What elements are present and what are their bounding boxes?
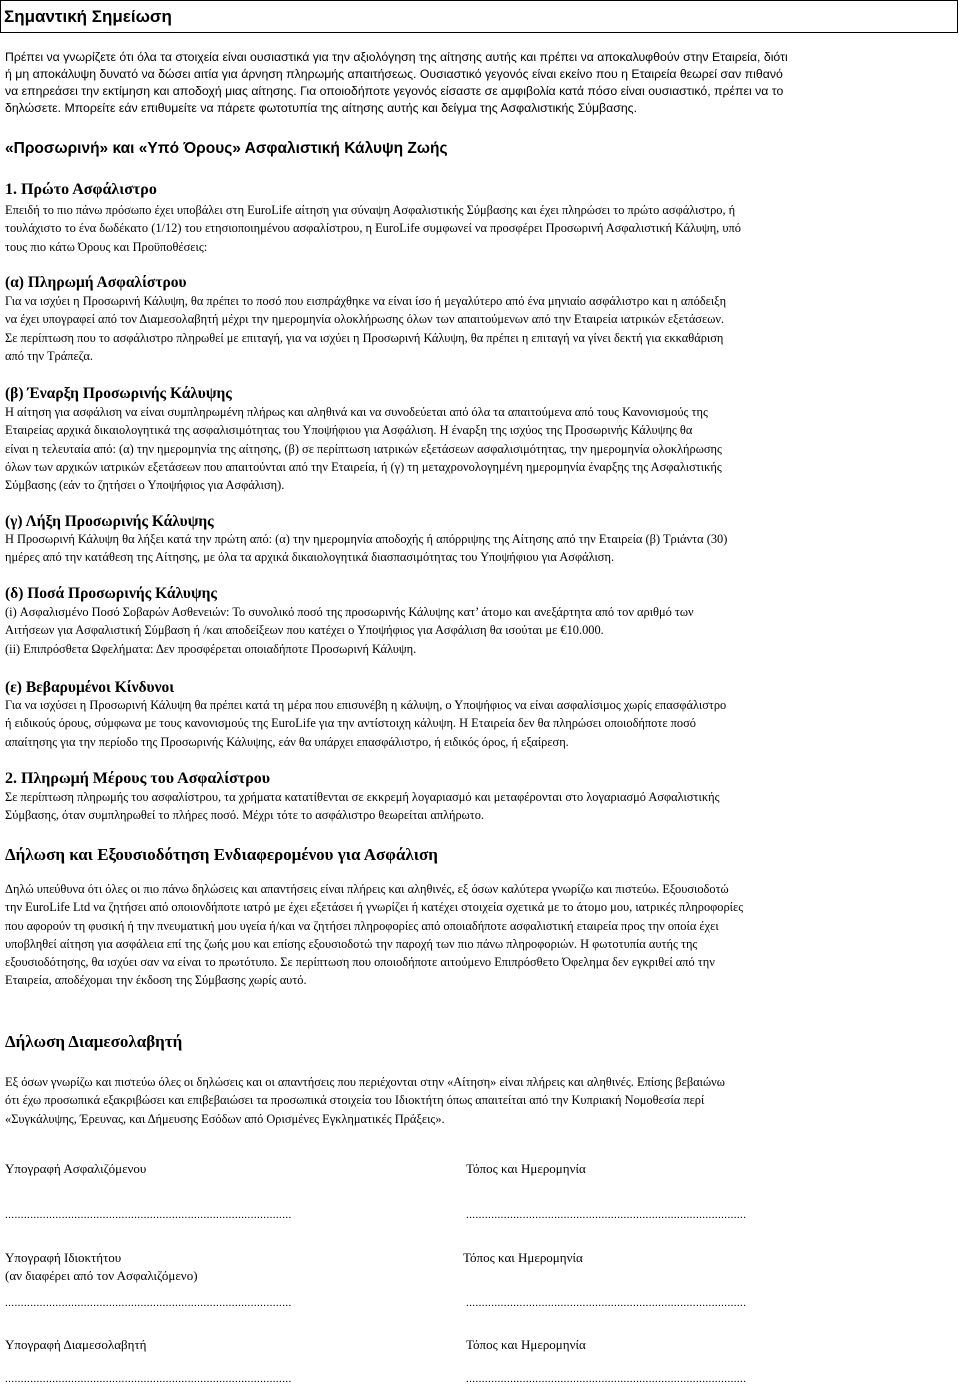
intro-line: να επηρεάσει την εκτίμηση και αποδοχή μιας αίτησης. Για οποιοδήποτε γεγονός είσαστε σε αμφιβολία κατά πόσο είναι ουσιαστικό, πρέπει να το [5, 83, 784, 98]
text-line: Αιτήσεων για Ασφαλιστική Σύμβαση ή /και αποδείξεων που κατέχει ο Υποψήφιος για Ασφάλιση θα ισούται με €10.000. [5, 623, 604, 638]
notice-title: Σημαντική Σημείωση [4, 7, 172, 26]
subsection-b-text [5, 403, 945, 494]
subsection-c-heading: (γ) Λήξη Προσωρινής Κάλυψης [5, 513, 214, 530]
section-1-heading: 1. Πρώτο Ασφάλιστρο [5, 181, 157, 198]
text-line: τους πιο κάτω Όρους και Προϋποθέσεις: [5, 239, 208, 254]
place-date-label: Τόπος και Ημερομηνία [466, 1161, 586, 1176]
intermediary-signature-label: Υπογραφή Διαμεσολαβητή [5, 1337, 147, 1352]
text-line: (i) Ασφαλισμένο Ποσό Σοβαρών Ασθενειών: Το συνολικό ποσό της προσωρινής Κάλυψης κατ’ άτομο και ανεξάρτητα από τον αριθμό των [5, 605, 694, 619]
text-line: Η Προσωρινή Κάλυψη θα λήξει κατά την πρώτη από: (α) την ημερομηνία αποδοχής ή απόρριψης της Αίτησης από την Εταιρεία (β) Τριάντα (30) [5, 532, 728, 546]
subsection-a-text [5, 292, 945, 365]
text-line: Για να ισχύει η Προσωρινή Κάλυψη, θα πρέπει το ποσό που εισπράχθηκε να είναι ίσο ή μεγαλύτερο από ένα μηνιαίο ασφάλιστρο και η απόδειξη [5, 294, 727, 308]
subsection-e-heading: (ε) Βεβαρυμένοι Κίνδυνοι [5, 679, 175, 696]
consent-text [5, 880, 945, 990]
text-line: την EuroLife Ltd να ζητήσει από οποιονδήποτε ιατρό με έχει εξετάσει ή γνωρίζει ή κατέχει στοιχεία σχετικά με το άτομο μου, ιατρικές πληροφορίες [5, 900, 744, 915]
place-date-line[interactable]: ......................................................................................... [466, 1373, 747, 1385]
text-line: Εταιρεία, αποδέχομαι την έκδοση της Σύμβασης χωρίς αυτό. [5, 973, 307, 988]
owner-signature-label: Υπογραφή Ιδιοκτήτου [5, 1250, 122, 1265]
section-2-text [5, 788, 945, 825]
consent-heading: Δήλωση και Εξουσιοδότηση Ενδιαφερομένου για Ασφάλιση [5, 845, 438, 864]
text-line: Εταιρείας αρχικά δικαιολογητικά της ασφαλισιμότητας του Υποψήφιου για Ασφάλιση. Η έναρξη της ισχύος της Προσωρινής Κάλυψης θα [5, 423, 693, 438]
owner-signature-line[interactable]: ........................................................................................... [5, 1297, 292, 1309]
place-date-line[interactable]: ......................................................................................... [466, 1297, 747, 1309]
owner-note: (αν διαφέρει από τον Ασφαλιζόμενο) [5, 1268, 198, 1283]
text-line: Σε περίπτωση που το ασφάλιστρο πληρωθεί με επιταγή, για να ισχύει η Προσωρινή Κάλυψη, θα πρέπει η επιταγή να γίνει δεκτή για εκκαθάριση [5, 330, 724, 345]
subsection-d-text [5, 603, 945, 658]
place-date-line[interactable]: ......................................................................................... [466, 1209, 747, 1221]
text-line: απαίτησης για την περίοδο της Προσωρινής Κάλυψης, εάν θα υπάρχει επασφάλιστρο, ή ειδικός όρος, ή εξαίρεση. [5, 734, 569, 749]
intermediary-text [5, 1073, 945, 1128]
intermediary-heading: Δήλωση Διαμεσολαβητή [5, 1032, 183, 1051]
text-line: ότι έχω προσωπικά εξακριβώσει και επιβεβαιώσει τα προσωπικά στοιχεία του Ιδιοκτήτη όπως απαιτείται από την Κυπριακή Νομοθεσία περί [5, 1093, 705, 1108]
text-line: ή ειδικούς όρους, σύμφωνα με τους κανονισμούς της EuroLife για την αντίστοιχη κάλυψη. Η Εταιρεία δεν θα πληρώσει οποιοδήποτε ποσό [5, 716, 696, 731]
text-line: τουλάχιστο το ένα δωδέκατο (1/12) του ετησιοποιημένου ασφαλίστρου, η EuroLife συμφωνεί να προσφέρει Προσωρινή Ασφαλιστική Κάλυψη, υπό [5, 221, 741, 236]
notice-header-box [0, 0, 958, 33]
text-line: Εξ όσων γνωρίζω και πιστεύω όλες οι δηλώσεις και οι απαντήσεις που περιέχονται στην «Αίτηση» είναι πλήρεις και αληθινές. Επίσης βεβαιώνω [5, 1075, 725, 1089]
text-line: που αφορούν τη φυσική ή την πνευματική μου υγεία ή/και να ζητήσει πληροφορίες από οποιαδήποτε ασφαλιστική εταιρεία προς την οποία έχει [5, 918, 719, 933]
text-line: Δηλώ υπεύθυνα ότι όλες οι πιο πάνω δηλώσεις και απαντήσεις είναι πλήρεις και αληθινές, εξ όσων καλύτερα γνωρίζω και πιστεύω. Εξουσιοδοτώ [5, 882, 729, 896]
subsection-c-text [5, 530, 945, 567]
text-line: Επειδή το πιο πάνω πρόσωπο έχει υποβάλει στη EuroLife αίτηση για σύναψη Ασφαλιστικής Σύμβασης και έχει πληρώσει το πρώτο ασφάλιστρο, ή [5, 203, 736, 217]
text-line: όλων των αρχικών ιατρικών εξετάσεων που απαιτούνται από την Εταιρεία, ή (γ) τη μεταχρονολογημένη ημερομηνία έναρξης της Ασφαλιστικής [5, 459, 722, 474]
intermediary-signature-line[interactable]: ........................................................................................... [5, 1373, 292, 1385]
section-1-text [5, 201, 945, 256]
text-line: Σύμβασης, όταν συμπληρωθεί το πλήρες ποσό. Μέχρι τότε το ασφάλιστρο θεωρείται απλήρωτο. [5, 808, 485, 823]
temporary-cover-title: «Προσωρινή» και «Υπό Όρους» Ασφαλιστική Κάλυψη Ζωής [5, 140, 448, 157]
place-date-label: Τόπος και Ημερομηνία [463, 1250, 583, 1265]
subsection-b-heading: (β) Έναρξη Προσωρινής Κάλυψης [5, 385, 232, 402]
intro-line: ή μη αποκάλυψη δυνατό να δώσει αιτία για άρνηση πληρωμής απαιτήσεως. Ουσιαστικό γεγονός είναι εκείνο που η Εταιρεία θεωρεί σαν πιθανό [5, 66, 783, 81]
text-line: να έχει υπογραφεί από τον Διαμεσολαβητή μέχρι την ημερομηνία ολοκλήρωσης όλων των απαιτούμενων από την Εταιρεία ιατρικών εξετάσεων. [5, 312, 725, 327]
text-line: εξουσιοδότησης, θα ισχύει σαν να είναι το πρωτότυπο. Σε περίπτωση που οποιοδήποτε αιτούμενο Επιπρόσθετο Όφελημα δεν εγκριθεί από την [5, 955, 715, 970]
intro-notice [5, 49, 945, 117]
text-line: Για να ισχύσει η Προσωρινή Κάλυψη θα πρέπει κατά τη μέρα που επισυνέβη η κάλυψη, ο Υποψήφιος να είναι ασφαλίσιμος χωρίς επασφάλιστρο [5, 698, 727, 712]
text-line: (ii) Επιπρόσθετα Ωφελήματα: Δεν προσφέρεται οποιαδήποτε Προσωρινή Κάλυψη. [5, 641, 417, 656]
intro-line: Πρέπει να γνωρίζετε ότι όλα τα στοιχεία είναι ουσιαστικά για την αξιολόγηση της αίτησης αυτής και πρέπει να αποκαλυφθούν στην Εταιρεία, διότι [5, 50, 788, 64]
text-line: υποβληθεί αίτηση για ασφάλεια επί της ζωής μου και επίσης εξουσιοδοτώ την παροχή των πιο πάνω πληροφοριών. Η φωτοτυπία αυτής της [5, 936, 698, 951]
subsection-e-text [5, 696, 945, 751]
text-line: ημέρες από την κατάθεση της Αίτησης, με όλα τα αρχικά δικαιολογητικά διασπασιμότητας του Υποψήφιου για Ασφάλιση. [5, 550, 615, 565]
section-2-heading: 2. Πληρωμή Μέρους του Ασφαλίστρου [5, 770, 271, 787]
subsection-a-heading: (α) Πληρωμή Ασφαλίστρου [5, 274, 187, 291]
insured-signature-line[interactable]: ........................................................................................... [5, 1209, 292, 1221]
insured-signature-label: Υπογραφή Ασφαλιζόμενου [5, 1161, 147, 1176]
text-line: Σε περίπτωση πληρωμής του ασφαλίστρου, τα χρήματα κατατίθενται σε εκκρεμή λογαριασμό και μεταφέρονται στο λογαριασμό Ασφαλιστικής [5, 790, 720, 804]
place-date-label: Τόπος και Ημερομηνία [466, 1337, 586, 1352]
subsection-d-heading: (δ) Ποσά Προσωρινής Κάλυψης [5, 585, 217, 602]
text-line: Η αίτηση για ασφάλιση να είναι συμπληρωμένη πλήρως και αληθινά και να συνοδεύεται από όλα τα απαιτούμενα από τους Κανονισμούς της [5, 405, 708, 419]
text-line: Σύμβασης (εάν το ζητήσει ο Υποψήφιος για Ασφάλιση). [5, 478, 285, 493]
intro-line: δηλώσετε. Μπορείτε εάν επιθυμείτε να πάρετε φωτοτυπία της αίτησης αυτής και δείγμα της Ασφαλιστικής Σύμβασης. [5, 100, 638, 115]
text-line: από την Τράπεζα. [5, 348, 93, 363]
text-line: «Συγκάλυψης, Έρευνας, και Δήμευσης Εσόδων από Ορισμένες Εγκληματικές Πράξεις». [5, 1111, 445, 1126]
text-line: είναι η τελευταία από: (α) την ημερομηνία της αίτησης, (β) σε περίπτωση ιατρικών εξετάσεων ασφαλισιμότητας, την ημερομηνία ολοκλήρωσης [5, 441, 722, 456]
